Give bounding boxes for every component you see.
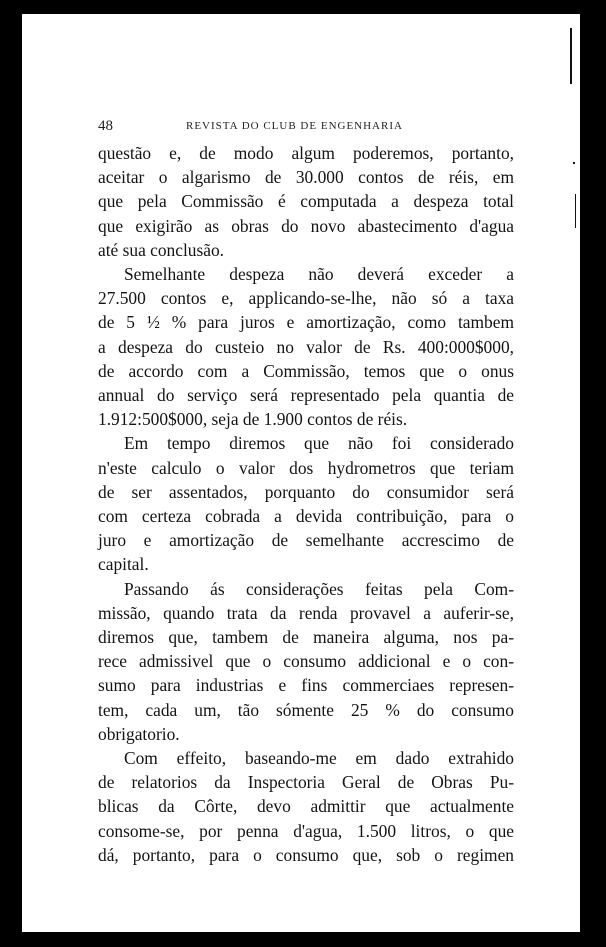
text-line: obrigatorio. xyxy=(98,723,180,744)
body-text xyxy=(98,141,514,867)
text-line: com certeza cobrada a devida contribuição, para o xyxy=(98,506,514,527)
text-line: que exigirão as obras do novo abastecimento d'agua xyxy=(98,215,514,236)
text-line: consome-se, por penna d'agua, 1.500 litros, o que xyxy=(98,820,514,841)
text-line: annual do serviço será representado pela quantia de xyxy=(98,385,514,406)
paragraph-4 xyxy=(98,577,514,746)
text-line: até sua conclusão. xyxy=(98,239,225,260)
text-line: aceitar o algarismo de 30.000 contos de réis, em xyxy=(98,167,514,188)
text-line: missão, quando trata da renda provavel a auferir-se, xyxy=(98,602,514,623)
text-line: 1.912:500$000, seja de 1.900 contos de réis. xyxy=(98,409,408,430)
paragraph-3 xyxy=(98,431,514,576)
text-line: capital. xyxy=(98,554,149,575)
text-line: que pela Commissão é computada a despeza total xyxy=(98,191,514,212)
text-line: a despeza do custeio no valor de Rs. 400:000$000, xyxy=(98,336,514,357)
text-line: Com effeito, baseando-me em dado extrahido xyxy=(124,748,514,769)
text-line: de relatorios da Inspectoria Geral de Obras Pu- xyxy=(98,772,514,793)
text-line: sumo para industrias e fins commerciaes represen- xyxy=(98,675,514,696)
paragraph-1 xyxy=(98,141,514,262)
text-line: de ser assentados, porquanto do consumidor será xyxy=(98,481,514,502)
text-line: blicas da Côrte, devo admittir que actualmente xyxy=(98,796,514,817)
text-line: tem, cada um, tão sómente 25 % do consumo xyxy=(98,699,514,720)
scanned-page xyxy=(22,14,580,932)
text-line: Em tempo diremos que não foi considerado xyxy=(124,433,514,454)
text-line: Passando ás considerações feitas pela Com- xyxy=(124,578,514,599)
text-line: diremos que, tambem de maneira alguma, nos pa- xyxy=(98,627,514,648)
text-line: de 5 ½ % para juros e amortização, como tambem xyxy=(98,312,514,333)
text-line: dá, portanto, para o consumo que, sob o regimen xyxy=(98,844,514,865)
running-head xyxy=(98,118,514,136)
text-line: Semelhante despeza não deverá exceder a xyxy=(124,264,514,285)
paragraph-5 xyxy=(98,746,514,867)
right-edge-mark xyxy=(570,28,572,84)
text-line: juro e amortização de semelhante accrescimo de xyxy=(98,530,514,551)
text-line: n'este calculo o valor dos hydrometros que teriam xyxy=(98,457,514,478)
paragraph-2 xyxy=(98,262,514,431)
text-line: questão e, de modo algum poderemos, portanto, xyxy=(98,143,514,163)
text-line: de accordo com a Commissão, temos que o onus xyxy=(98,360,514,381)
right-edge-line xyxy=(575,194,576,228)
journal-title: REVISTA DO CLUB DE ENGENHARIA xyxy=(186,120,403,132)
text-line: rece admissivel que o consumo addicional e o con- xyxy=(98,651,514,672)
page-number: 48 xyxy=(98,118,113,134)
right-edge-speck xyxy=(573,162,575,164)
text-line: 27.500 contos e, applicando-se-lhe, não só a taxa xyxy=(98,288,514,309)
